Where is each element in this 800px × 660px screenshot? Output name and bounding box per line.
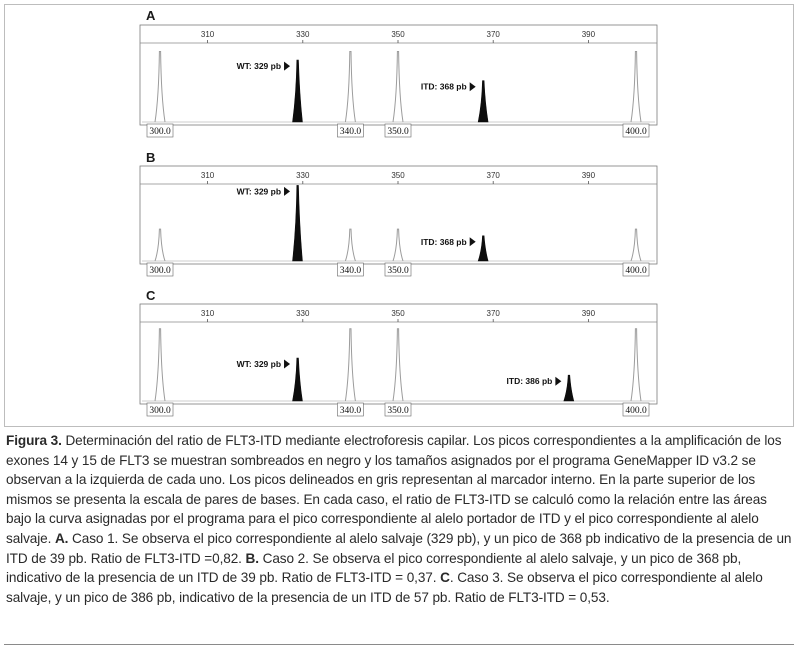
sample-peak-label: WT: 329 pb bbox=[236, 61, 282, 72]
x-tick-label: 310 bbox=[200, 309, 215, 318]
caption-figure-label: Figura 3. bbox=[6, 433, 62, 448]
x-tick-label: 350 bbox=[391, 30, 405, 39]
x-tick-label: 390 bbox=[581, 309, 596, 318]
plot-frame bbox=[140, 166, 657, 264]
panel-letter: C bbox=[146, 288, 156, 303]
plot-frame bbox=[140, 304, 657, 404]
marker-label: 400.0 bbox=[625, 127, 647, 137]
x-tick-label: 370 bbox=[486, 171, 500, 180]
x-tick-label: 390 bbox=[581, 30, 596, 39]
x-tick-label: 390 bbox=[581, 171, 596, 180]
sample-peak-label: ITD: 368 pb bbox=[420, 81, 467, 92]
panel-letter: A bbox=[146, 8, 156, 23]
bottom-divider bbox=[4, 644, 794, 645]
caption-case-c-text: . Caso 3. Se observa el pico correspondiente al alelo salvaje, y un pico de 386 pb, indicativo de la presencia de un ITD de 57 pb. Ratio de FLT3-ITD = 0,53. bbox=[6, 570, 763, 605]
marker-label: 350.0 bbox=[387, 127, 409, 137]
marker-label: 340.0 bbox=[339, 266, 362, 276]
x-tick-label: 370 bbox=[486, 30, 500, 39]
marker-label: 300.0 bbox=[149, 127, 171, 137]
caption-case-a-text: Caso 1. Se observa el pico correspondiente al alelo salvaje (329 pb), y un pico de 368 pb indicativo de la presencia de un ITD de 39 pb. Ratio de FLT3-ITD =0,82. bbox=[6, 530, 792, 566]
panel-b bbox=[140, 150, 657, 276]
panel-letter: B bbox=[146, 150, 156, 165]
marker-label: 400.0 bbox=[625, 266, 647, 276]
sample-peak-label: ITD: 368 pb bbox=[420, 236, 467, 247]
marker-label: 340.0 bbox=[339, 406, 362, 416]
caption-case-c-label: C bbox=[440, 570, 450, 586]
sample-peak-label: WT: 329 pb bbox=[236, 359, 282, 369]
x-tick-label: 370 bbox=[486, 309, 500, 318]
caption-case-b-label: B. bbox=[245, 550, 259, 566]
plot-frame bbox=[140, 25, 657, 125]
x-tick-label: 330 bbox=[296, 171, 310, 180]
x-tick-label: 330 bbox=[296, 30, 310, 39]
x-tick-label: 330 bbox=[296, 309, 310, 318]
marker-label: 300.0 bbox=[149, 266, 171, 276]
panel-a bbox=[140, 8, 657, 137]
x-tick-label: 310 bbox=[200, 171, 215, 180]
marker-label: 340.0 bbox=[339, 127, 362, 137]
caption-intro: Determinación del ratio de FLT3-ITD mediante electroforesis capilar. Los picos correspondientes a la amplificación de los exones 14 y 15 de FLT3 se muestran sombreados en negro y los tamaños asignados por el programa GeneMapper ID v3.2 se observan a la izquierda de cada uno. Los picos delineados en gris representan al marcador interno. En la parte superior de los mismos se presenta la escala de pares de bases. En cada caso, el ratio de FLT3-ITD se calculó como la relación entre las áreas bajo la curva asignadas por el programa para el pico correspondiente al alelo portador de ITD y el pico correspondiente al alelo salvaje. bbox=[6, 433, 782, 546]
panel-c bbox=[140, 288, 657, 416]
x-tick-label: 350 bbox=[391, 171, 405, 180]
caption-case-a-label: A. bbox=[54, 530, 69, 546]
sample-peak-label: WT: 329 pb bbox=[236, 186, 282, 197]
caption-case-b-text: Caso 2. Se observa el pico correspondiente al alelo salvaje, y un pico de 368 pb, indicativo de la presencia de un ITD de 39 pb. Ratio de FLT3-ITD = 0,37. bbox=[6, 550, 742, 586]
marker-label: 400.0 bbox=[625, 406, 647, 416]
marker-label: 350.0 bbox=[387, 266, 409, 276]
marker-label: 300.0 bbox=[149, 406, 171, 416]
marker-label: 350.0 bbox=[387, 406, 409, 416]
x-tick-label: 310 bbox=[200, 30, 215, 39]
x-tick-label: 350 bbox=[391, 309, 405, 318]
sample-peak-label: ITD: 386 pb bbox=[506, 376, 553, 387]
figure-caption bbox=[6, 431, 794, 607]
